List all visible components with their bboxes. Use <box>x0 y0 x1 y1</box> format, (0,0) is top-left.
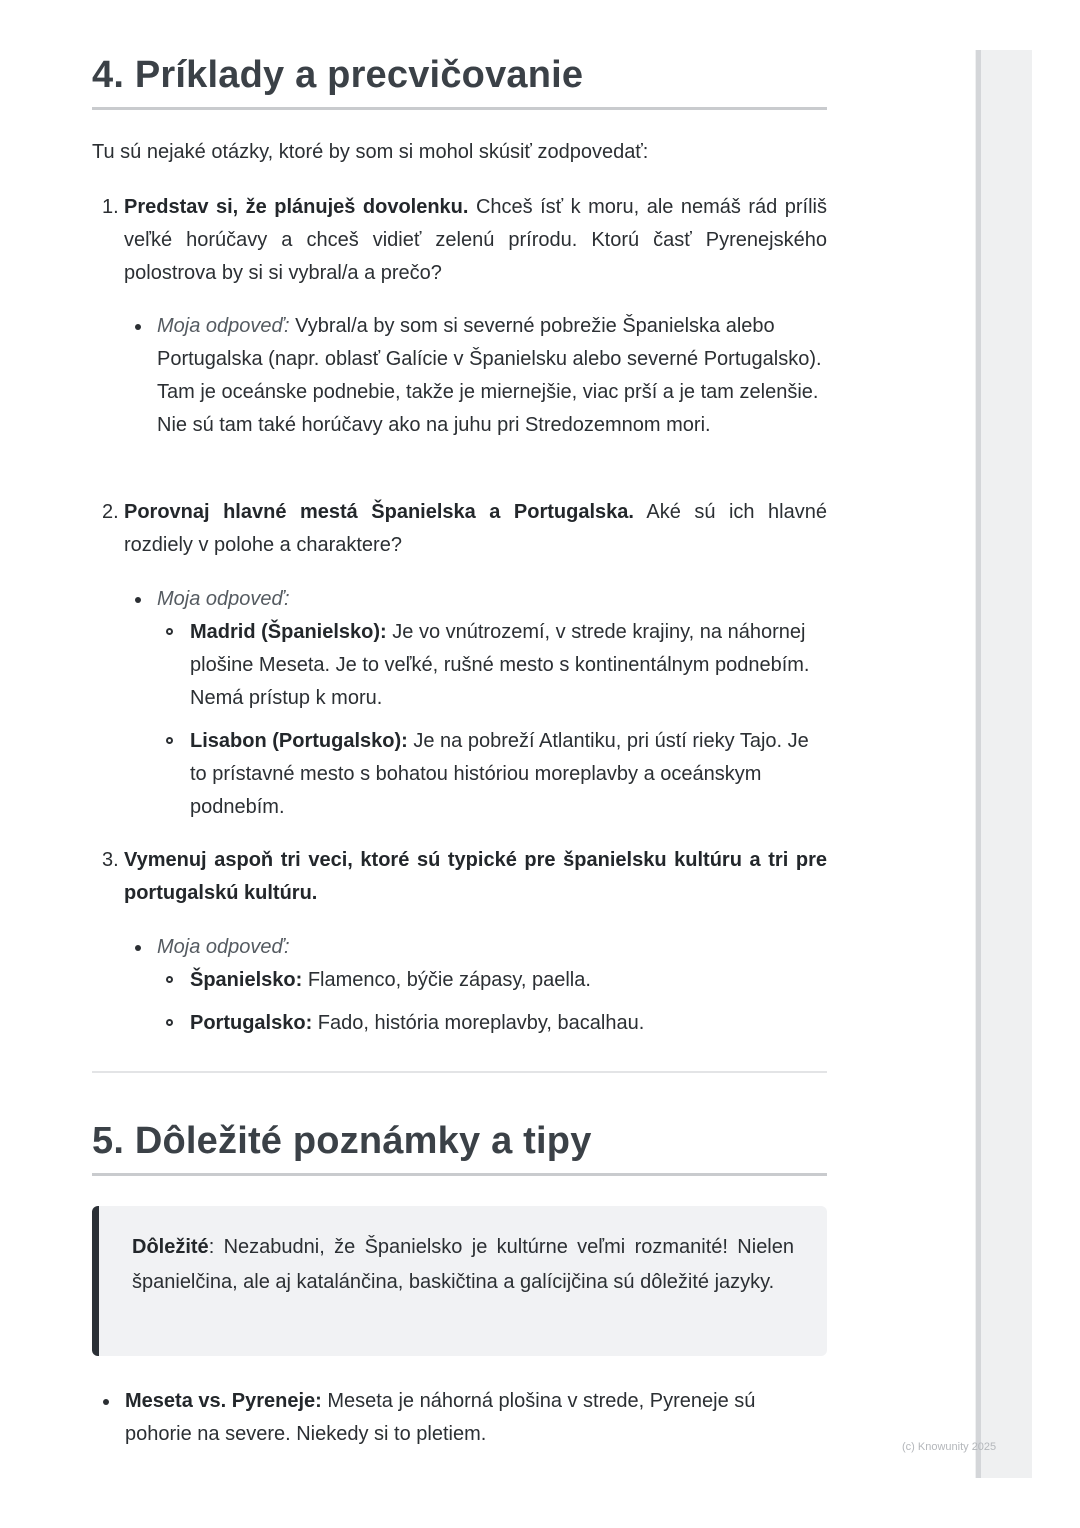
sub-answer-body: Fado, história moreplavby, bacalhau. <box>312 1012 645 1034</box>
answer-3 <box>92 931 827 964</box>
answer-3-sub-2 <box>92 1007 830 1040</box>
question-3 <box>92 844 827 910</box>
bullet-dot <box>135 945 141 951</box>
section-5-heading-block <box>92 1120 827 1176</box>
question-text <box>124 191 827 290</box>
important-callout <box>92 1206 827 1356</box>
sub-answer-body: Je na pobreží Atlantiku, pri ústí rieky Tajo. Je to prístavné mesto s bohatou históriou moreplavby a oceánskym podnebím. <box>190 730 809 818</box>
answer-2-sub-1 <box>92 616 830 715</box>
sub-answer-bold: Lisabon (Portugalsko): <box>190 730 408 752</box>
answer-label: Moja odpoveď: <box>157 315 290 337</box>
section-4-title: 4. Príklady a precvičovanie <box>92 54 584 96</box>
bullet-circle <box>166 737 173 744</box>
section-4-heading-block <box>92 54 827 110</box>
answer-text <box>157 310 827 442</box>
question-number: 3. <box>102 849 119 871</box>
section-5-title: 5. Dôležité poznámky a tipy <box>92 1120 592 1162</box>
sub-answer-text <box>190 1007 830 1040</box>
sub-answer-bold: Portugalsko: <box>190 1012 313 1034</box>
sub-answer-bold: Španielsko: <box>190 969 303 991</box>
sub-answer-text <box>190 964 830 997</box>
heading-underline <box>92 107 827 110</box>
section-4-intro: Tu sú nejaké otázky, ktoré by som si mohol skúsiť zodpovedať: <box>92 141 649 163</box>
callout-label: Dôležité <box>132 1236 209 1258</box>
question-body: Chceš ísť k moru, ale nemáš rád príliš veľké horúčavy a chceš vidieť zelenú prírodu. Ktorú časť Pyrenejského polostrova by si si vybral/a a prečo? <box>124 196 827 284</box>
bullet-dot <box>135 324 141 330</box>
sub-answer-bold: Madrid (Španielsko): <box>190 621 387 643</box>
question-body: Aké sú ich hlavné rozdiely v polohe a charaktere? <box>124 501 827 556</box>
section-divider <box>92 1071 827 1073</box>
watermark: (c) Knowunity 2025 <box>902 1441 997 1453</box>
question-text <box>124 844 827 910</box>
question-bold: Vymenuj aspoň tri veci, ktoré sú typické pre španielsku kultúru a tri pre portugalskú kultúru. <box>124 849 827 904</box>
question-number: 2. <box>102 501 119 523</box>
bullet-dot <box>103 1399 109 1405</box>
answer-label-line <box>157 931 827 964</box>
tip-bullet <box>60 1385 825 1451</box>
tip-text <box>125 1385 825 1451</box>
right-margin-panel <box>975 50 1032 1478</box>
question-text <box>124 496 827 562</box>
bullet-dot <box>135 597 141 603</box>
right-margin-border <box>976 50 981 1478</box>
sub-answer-body: Je vo vnútrozemí, v strede krajiny, na náhornej plošine Meseta. Je to veľké, rušné mesto s kontinentálnym podnebím. Nemá prístup k moru. <box>190 621 810 709</box>
callout-body: : Nezabudni, že Španielsko je kultúrne veľmi rozmanité! Nielen španielčina, ale aj katalánčina, baskičtina a galícijčina sú dôležité jazyky. <box>132 1236 794 1293</box>
sub-answer-text <box>190 616 830 715</box>
question-bold: Porovnaj hlavné mestá Španielska a Portugalska. <box>124 501 634 523</box>
answer-2-sub-2 <box>92 725 830 824</box>
answer-label: Moja odpoveď: <box>157 936 290 958</box>
bullet-circle <box>166 976 173 983</box>
tip-bold: Meseta vs. Pyreneje: <box>125 1390 322 1412</box>
callout-text <box>132 1230 794 1300</box>
bullet-circle <box>166 1019 173 1026</box>
sub-answer-body: Flamenco, býčie zápasy, paella. <box>302 969 591 991</box>
sub-answer-text <box>190 725 830 824</box>
answer-3-sub-1 <box>92 964 830 997</box>
question-1 <box>92 191 827 290</box>
tip-body: Meseta je náhorná plošina v strede, Pyreneje sú pohorie na severe. Niekedy si to pletiem. <box>125 1390 756 1445</box>
answer-2 <box>92 583 827 616</box>
question-2 <box>92 496 827 562</box>
question-bold: Predstav si, že plánuješ dovolenku. <box>124 196 469 218</box>
answer-label: Moja odpoveď: <box>157 588 290 610</box>
answer-body: Vybral/a by som si severné pobrežie Španielska alebo Portugalska (napr. oblasť Galície v Španielsku alebo severné Portugalsko). Tam je oceánske podnebie, takže je miernejšie, viac prší a je tam zelenšie. Nie sú tam také horúčavy ako na juhu pri Stredozemnom mori. <box>157 315 822 436</box>
answer-label-line <box>157 583 827 616</box>
answer-1 <box>92 310 827 442</box>
bullet-circle <box>166 628 173 635</box>
question-number: 1. <box>102 196 119 218</box>
heading-underline <box>92 1173 827 1176</box>
